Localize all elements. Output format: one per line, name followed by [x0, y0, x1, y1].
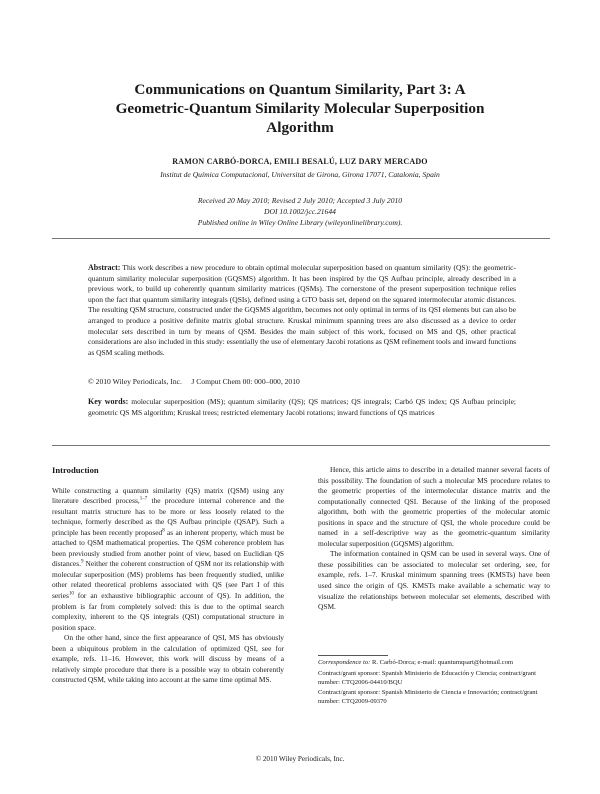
article-title	[60, 80, 540, 137]
page-footer-copyright: © 2010 Wiley Periodicals, Inc.	[255, 755, 345, 763]
keywords-text: molecular superposition (MS); quantum similarity (QS); QS matrices; QS integrals; Carbó QS index; QS Aufbau principle; geometric QS MS algorithm; Kruskal trees; restricted elementary Jacobi rotations; inward functions of QS matrices	[88, 397, 517, 417]
copyright-line: © 2010 Wiley Periodicals, Inc. J Comput Chem 00: 000–000, 2010	[88, 377, 300, 386]
date-history: Received 20 May 2010; Revised 2 July 2010; Accepted 3 July 2010	[197, 196, 403, 205]
footnote-divider	[318, 655, 388, 656]
abstract	[88, 263, 516, 358]
correspondence-text: R. Carbó-Dorca; e-mail: quantumqsart@hotmail.com	[371, 659, 513, 666]
header-divider	[52, 238, 550, 239]
keywords	[88, 397, 516, 418]
intro-paragraph-2: On the other hand, since the first appearance of QSI, MS has obviously been a ubiquitous problem in the calculation of optimized QSI, see for example, refs. 11–16. However, this work will discuss by means of a relatively simple procedure that there is a possible way to obtain coherently constructed QSM, while taking into account at the same time optimal MS.	[52, 633, 284, 685]
doi: DOI 10.1002/jcc.21644	[264, 207, 336, 216]
citation: 9	[80, 559, 84, 565]
section-heading-introduction: Introduction	[52, 465, 99, 475]
keywords-label: Key words:	[88, 397, 129, 406]
authors: RAMON CARBÓ-DORCA, EMILI BESALÚ, LUZ DARY MERCADO	[172, 157, 428, 166]
left-column	[52, 465, 284, 686]
grant-sponsor-2: Contract/grant sponsor: Spanish Ministerio de Ciencia e Innovación; contract/grant number: CTQ2009-09370	[318, 689, 538, 706]
footnotes	[318, 659, 550, 709]
published-online: Published online in Wiley Online Library (wileyonlinelibrary.com).	[197, 218, 403, 227]
intro-paragraph-4: The information contained in QSM can be used in several ways. One of these possibilities can be associated to molecular set ordering, see, for example, refs. 1–7. Kruskal minimum spanning trees (KMSTs) have been used since the origin of QS. KMSTs make available a schematic way to visualize the relationships between molecular set elements, described with QSM.	[318, 549, 550, 612]
title-line-1: Communications on Quantum Similarity, Part 3: A	[134, 81, 466, 98]
title-line-2: Geometric-Quantum Similarity Molecular Superposition	[115, 100, 485, 117]
affiliation: Institut de Química Computacional, Universitat de Girona, Girona 17071, Catalonia, Spain	[160, 170, 440, 179]
title-line-3: Algorithm	[266, 119, 334, 136]
intro-paragraph-3: Hence, this article aims to describe in a detailed manner several facets of this possibility. The foundation of such a molecular MS procedure relates to the geometric properties of the intermolecular distance matrix and the computationally connected QSI. Because of the linking of the proposed algorithm, both with the geometric properties of the molecular atomic positions in space and the structure of QSI, the whole procedure could be named in a self-descriptive way as the geometric-quantum similarity molecular superposition (GQSMS) algorithm.	[318, 465, 550, 548]
citation: 1–7	[139, 496, 148, 502]
citation: 8	[162, 528, 165, 534]
citation: 10	[68, 591, 74, 597]
abstract-text: This work describes a new procedure to obtain optimal molecular superposition based on quantum similarity (QS): the geometric-quantum similarity molecular superposition (GQSMS) algorithm. It has been inspired by the QS Aufbau principle, already described in a previous work, to build up coherently quantum similarity matrices (QSMs). The cornerstone of the present superposition technique relies upon the fact that quantum similarity integrals (QSIs), defined using a GTO basis set, depend on the squared intermolecular atomic distances. The resulting QSM structure, constructed under the GQSMS algorithm, becomes not only optimal in terms of its QSI elements but can also be arranged to produce a positive definite matrix global structure. Kruskal minimum spanning trees are also discussed as a device to order molecular sets described in turn by means of QSM. Besides the main subject of this work, focused on MS and QS, other practical considerations are also included in this study: essentially the use of elementary Jacobi rotations as QSM refinement tools and inward functions as QSM scaling methods.	[88, 263, 516, 357]
abstract-divider	[52, 445, 550, 446]
correspondence	[318, 659, 550, 668]
intro-paragraph-1: While constructing a quantum similarity (QS) matrix (QSM) using any literature described process,$^{1-7}$ the procedure internal coherence and the resultant matrix structure has to be more or less loosely related to the technique, formerly described as the QS Aufbau principle (QSAP). Such a principle has been recently proposed$^8$ as an inherent property, which must be attached to QSM mathematical properties. The QSM coherence problem has been previously studied from another point of view, based on Euclidian QS distances.$^9$ Neither the coherent construction of QSM nor its relationship with molecular superposition (MS) problems has been frequently studied, unlike other related theoretical problems associated with QS (see Part I of this series$^{10}$ for an exhaustive bibliographic account of QS). In addition, the problem is far from completely solved: this is due to the optimal search complexity, inherent to the QS integrals (QSI) computational structure in position space.	[52, 485, 284, 632]
article-dates	[60, 195, 540, 228]
abstract-label: Abstract:	[88, 263, 121, 272]
grant-sponsor-1: Contract/grant sponsor: Spanish Ministerio de Educación y Ciencia; contract/grant number: CTQ2006-04410/BQU	[318, 669, 536, 686]
right-column	[318, 465, 550, 613]
correspondence-label: Correspondence to:	[318, 659, 371, 666]
